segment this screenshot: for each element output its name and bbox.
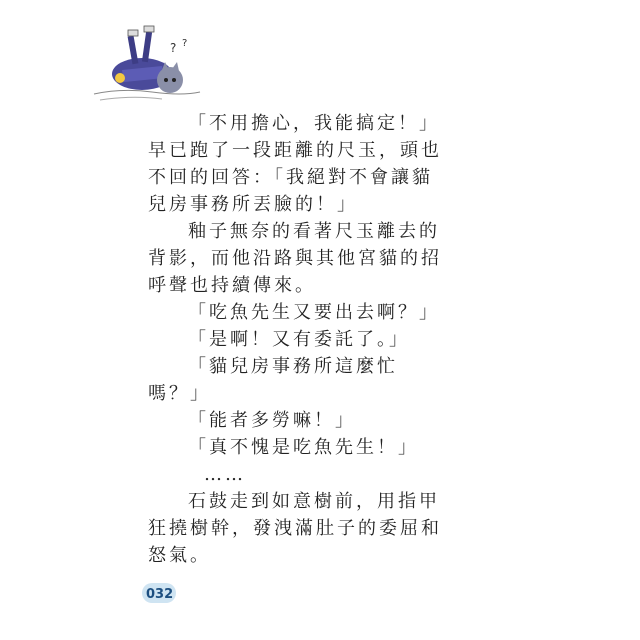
cat-illustration [92, 22, 202, 106]
text-line: 背影，而他沿路與其他宮貓的招 [148, 248, 442, 269]
text-line: 「不用擔心，我能搞定！」 [188, 113, 440, 134]
svg-text:?: ? [182, 38, 188, 49]
text-line: 「真不愧是吃魚先生！」 [188, 437, 419, 458]
text-line: 狂撓樹幹，發洩滿肚子的委屈和 [148, 518, 442, 539]
text-line: 兒房事務所丟臉的！」 [148, 194, 358, 215]
text-line: 釉子無奈的看著尺玉離去的 [188, 221, 440, 242]
text-line: 不回的回答：「我絕對不會讓貓 [148, 167, 433, 188]
text-line: 「是啊！又有委託了。」 [188, 329, 410, 350]
svg-text:?: ? [170, 41, 177, 55]
page-number: 032 [146, 587, 174, 602]
text-line: 「吃魚先生又要出去啊？」 [188, 302, 440, 323]
text-line: 「貓兒房事務所這麼忙 [188, 356, 398, 377]
text-line: …… [204, 464, 246, 485]
text-line: 怒氣。 [148, 545, 211, 566]
text-line: 「能者多勞嘛！」 [188, 410, 356, 431]
text-line: 呼聲也持續傳來。 [148, 275, 316, 296]
text-line: 早已跑了一段距離的尺玉，頭也 [148, 140, 442, 161]
text-line: 石鼓走到如意樹前，用指甲 [188, 491, 440, 512]
text-line: 嗎？」 [148, 383, 211, 404]
